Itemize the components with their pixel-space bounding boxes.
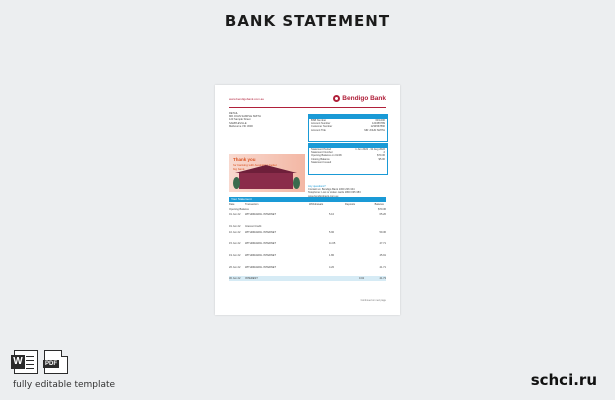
tx-balance: 45.91 <box>379 254 386 257</box>
tx-description: WITHDRAWAL INTERNET <box>245 254 277 257</box>
bank-name: Bendigo Bank <box>342 95 386 102</box>
period-value: 1 Jun 2022 - 31 Aug 2022 <box>355 148 385 151</box>
period-value: 2 <box>383 151 385 155</box>
column-header: Date <box>229 203 235 206</box>
pdf-icon-corner <box>61 350 68 357</box>
summary-label: BSB Number <box>311 119 327 122</box>
summary-label: Customer Number <box>311 125 333 129</box>
tx-date: 01 Jun 22 <box>229 225 241 228</box>
banner-subtext: for banking with Australia's better big bank. <box>233 163 277 171</box>
tx-description: WITHDRAWAL INTERNET <box>245 242 277 245</box>
summary-label: Account Number <box>311 122 331 126</box>
summary-value: 633-000 <box>375 119 385 122</box>
tx-withdrawal: 5.10 <box>329 213 335 216</box>
period-label: Opening Balance on 01/06 <box>311 154 342 158</box>
summary-value: 1234567890 <box>370 125 385 129</box>
word-icon-line <box>26 364 34 365</box>
address-line: RETAIL <box>229 112 238 115</box>
pdf-icon-label: PDF <box>45 361 57 367</box>
tx-date: 01 Jun 22 <box>229 213 241 216</box>
period-value: $5.00 <box>378 157 385 161</box>
promo-banner <box>229 154 305 192</box>
table-header <box>229 203 386 206</box>
word-icon-line <box>26 360 34 361</box>
column-header: Withdrawals <box>309 203 324 206</box>
tx-withdrawal: 11.65 <box>329 242 336 245</box>
house-illustration <box>239 173 293 189</box>
tx-balance: 41.73 <box>379 277 386 280</box>
period-row <box>309 161 387 164</box>
tx-date: 15 Jun 22 <box>229 242 241 245</box>
address-line: 123 Sample Street <box>229 118 251 122</box>
tx-deposit: 0.02 <box>359 277 365 280</box>
word-icon-letter: W <box>11 355 25 369</box>
tx-withdrawal: 5.90 <box>329 231 335 234</box>
tx-balance: 47.71 <box>379 242 386 245</box>
summary-value: MR JOHN SMITH <box>364 128 385 132</box>
format-icons <box>14 350 68 374</box>
period-value: $70.36 <box>377 154 385 158</box>
tx-description: WITHDRAWAL INTERNET <box>245 213 277 216</box>
tx-balance: $70.36 <box>378 208 386 211</box>
address-line: Melbourne VIC 3000 <box>229 124 253 128</box>
tx-description: WITHDRAWAL INTERNET <box>245 266 277 269</box>
tx-withdrawal: 4.20 <box>329 266 335 269</box>
word-icon-line <box>26 356 34 357</box>
house-roof-illustration <box>235 165 297 173</box>
period-label: Closing Balance <box>311 157 330 161</box>
customer-address <box>229 112 299 128</box>
word-icon-line <box>26 368 34 369</box>
address-line: SAMPLEVILLE <box>229 121 247 125</box>
period-label: Statement Issued <box>311 160 332 164</box>
info-line: Contact us: Bendigo Bank 1300 236 344 <box>308 188 355 192</box>
summary-label: Account Title <box>311 128 326 132</box>
column-header: Transaction <box>245 203 259 206</box>
account-summary-box <box>308 114 388 142</box>
tx-description: WITHDRAWAL INTERNET <box>245 231 277 234</box>
period-label: Statement Number <box>311 151 333 155</box>
contact-info <box>308 185 388 198</box>
tx-date: 30 Jun 22 <box>229 277 241 280</box>
word-file-icon <box>14 350 38 374</box>
header-divider <box>229 107 386 108</box>
table-title: Your Statement <box>229 197 386 202</box>
bank-logo-icon <box>333 95 340 102</box>
tx-withdrawal: 1.80 <box>329 254 335 257</box>
banner-headline: Thank you <box>233 157 256 162</box>
pdf-file-icon <box>44 350 68 374</box>
statement-period-box <box>308 143 388 175</box>
tx-balance: 41.71 <box>379 266 386 269</box>
tx-balance: 59.36 <box>379 231 386 234</box>
bank-logo <box>333 95 386 102</box>
tree-illustration <box>293 177 300 189</box>
period-label: Statement Period <box>311 148 332 151</box>
tx-balance: 65.26 <box>379 213 386 216</box>
info-line: Any questions? <box>308 185 326 188</box>
tx-description: INTEREST <box>245 277 258 280</box>
info-line: Telephone: Lost or stolen cards 1800 035 383 <box>308 191 361 195</box>
tx-description: Opening Balance <box>229 208 249 211</box>
continued-note: Continued on next page <box>360 299 386 302</box>
statement-document <box>215 85 400 315</box>
summary-row <box>309 129 387 132</box>
tree-illustration <box>233 177 240 189</box>
column-header: Deposits <box>345 203 356 206</box>
editable-template-label: fully editable template <box>13 380 116 390</box>
summary-value: 123456789 <box>372 122 385 126</box>
tx-description: Interest Credit <box>245 225 262 228</box>
tx-date: 26 Jun 22 <box>229 266 241 269</box>
address-line: MR JOHN SAMPLE SMITH <box>229 115 261 119</box>
brand-watermark: schci.ru <box>530 371 597 389</box>
tx-date: 10 Jun 22 <box>229 231 241 234</box>
page-title: BANK STATEMENT <box>224 12 391 30</box>
bank-url: www.bendigobank.com.au <box>229 98 265 101</box>
tx-date: 19 Jun 22 <box>229 254 241 257</box>
column-header: Balance <box>374 203 384 206</box>
